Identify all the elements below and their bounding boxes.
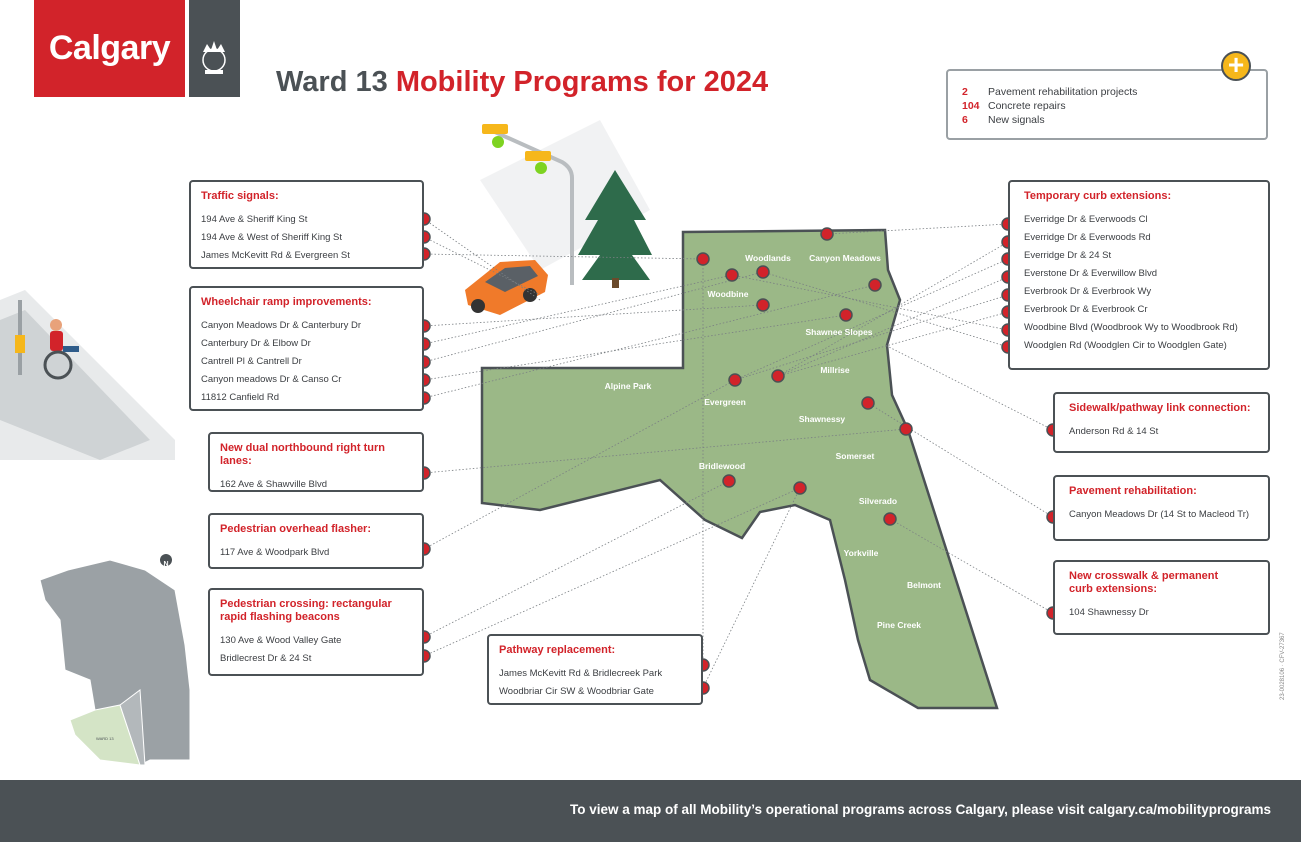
north-label: N xyxy=(163,561,169,568)
calgary-logo: Calgary xyxy=(34,0,185,97)
box-heading: Traffic signals: xyxy=(201,190,279,202)
document-code: 23-0028106 · CFV-27367 xyxy=(1280,632,1286,700)
box-heading: Wheelchair ramp improvements: xyxy=(201,296,372,308)
location-item: 162 Ave & Shawville Blvd xyxy=(220,479,328,490)
location-item: 117 Ave & Woodpark Blvd xyxy=(220,547,330,558)
box-heading: New dual northbound right turn lanes: xyxy=(220,442,385,467)
summary-label: Pavement rehabilitation projects xyxy=(988,86,1138,98)
community-label: Shawnee Slopes xyxy=(805,327,873,337)
location-item: 194 Ave & West of Sheriff King St xyxy=(201,232,343,243)
community-label: Canyon Meadows xyxy=(809,253,881,263)
location-item: Woodglen Rd (Woodglen Cir to Woodglen Gate) xyxy=(1024,340,1227,351)
location-item: 194 Ave & Sheriff King St xyxy=(201,214,308,225)
pavement-rehab-box xyxy=(1053,475,1270,541)
location-item: Bridlecrest Dr & 24 St xyxy=(220,653,312,664)
community-label: Somerset xyxy=(835,451,875,461)
community-label: Evergreen xyxy=(704,397,746,407)
location-item: Everbrook Dr & Everbrook Cr xyxy=(1024,304,1148,315)
box-heading: Pathway replacement: xyxy=(499,644,616,656)
location-item: Woodbriar Cir SW & Woodbriar Gate xyxy=(499,686,654,697)
car-icon xyxy=(465,260,548,315)
community-label: Woodlands xyxy=(745,253,791,263)
location-item: James McKevitt Rd & Evergreen St xyxy=(201,250,350,261)
community-label: Woodbine xyxy=(707,289,749,299)
footer-link-text[interactable]: To view a map of all Mobility’s operational programs across Calgary, please visit calgary.ca/mobilityprograms xyxy=(570,802,1271,817)
location-item: James McKevitt Rd & Bridlecreek Park xyxy=(499,668,663,679)
inset-ward-label: WARD 13 xyxy=(96,736,114,741)
community-label: Shawnessy xyxy=(798,414,846,424)
summary-count: 104 xyxy=(962,100,980,112)
location-item: Canyon Meadows Dr (14 St to Macleod Tr) xyxy=(1069,509,1250,520)
temporary-curb-box xyxy=(1008,180,1270,370)
box-heading: Temporary curb extensions: xyxy=(1024,190,1172,202)
road-illustration xyxy=(0,290,175,460)
community-label: Belmont xyxy=(907,580,941,590)
plus-icon[interactable]: + xyxy=(1221,51,1251,81)
summary-count: 6 xyxy=(962,114,968,126)
summary-label: New signals xyxy=(988,114,1045,126)
footer-bar xyxy=(0,780,1301,842)
community-label: Bridlewood xyxy=(698,461,746,471)
community-label: Alpine Park xyxy=(604,381,652,391)
location-item: Everbrook Dr & Everbrook Wy xyxy=(1024,286,1152,297)
location-item: Anderson Rd & 14 St xyxy=(1069,426,1159,437)
pathway-replacement-box xyxy=(487,634,703,705)
traffic-signals-box xyxy=(189,180,424,269)
location-item: Canyon meadows Dr & Canso Cr xyxy=(201,374,342,385)
box-heading: Pedestrian crossing: rectangular rapid flashing beacons xyxy=(220,598,392,623)
summary-count: 2 xyxy=(962,86,968,98)
community-label: Millrise xyxy=(820,365,850,375)
location-item: 11812 Canfield Rd xyxy=(201,392,279,403)
sidewalk-link-box xyxy=(1053,392,1270,453)
box-heading: New crosswalk & permanent curb extensions: xyxy=(1069,570,1219,595)
title-main: Mobility Programs for 2024 xyxy=(395,66,769,98)
community-label: Yorkville xyxy=(843,548,879,558)
location-item: Everridge Dr & Everwoods Rd xyxy=(1024,232,1151,243)
community-label: Silverado xyxy=(858,496,898,506)
location-item: Cantrell Pl & Cantrell Dr xyxy=(201,356,302,367)
location-item: Woodbine Blvd (Woodbrook Wy to Woodbrook Rd) xyxy=(1024,322,1238,333)
title-ward: Ward 13 xyxy=(276,66,388,98)
box-heading: Sidewalk/pathway link connection: xyxy=(1069,402,1251,414)
pedestrian-crossing-box xyxy=(208,588,424,676)
summary-label: Concrete repairs xyxy=(988,100,1066,112)
crosswalk-box xyxy=(1053,560,1270,635)
location-item: 104 Shawnessy Dr xyxy=(1069,607,1149,618)
inset-city-map xyxy=(40,560,190,765)
location-item: Canterbury Dr & Elbow Dr xyxy=(201,338,311,349)
location-item: Everstone Dr & Everwillow Blvd xyxy=(1024,268,1158,279)
location-item: 130 Ave & Wood Valley Gate xyxy=(220,635,342,646)
location-item: Canyon Meadows Dr & Canterbury Dr xyxy=(201,320,361,331)
community-label: Pine Creek xyxy=(877,620,921,630)
location-item: Everridge Dr & Everwoods Cl xyxy=(1024,214,1148,225)
location-item: Everridge Dr & 24 St xyxy=(1024,250,1112,261)
box-heading: Pavement rehabilitation: xyxy=(1069,485,1197,497)
box-heading: Pedestrian overhead flasher: xyxy=(220,523,372,535)
pedestrian-flasher-box xyxy=(208,513,424,569)
dual-turn-lanes-box xyxy=(208,432,424,492)
wheelchair-ramp-box xyxy=(189,286,424,411)
